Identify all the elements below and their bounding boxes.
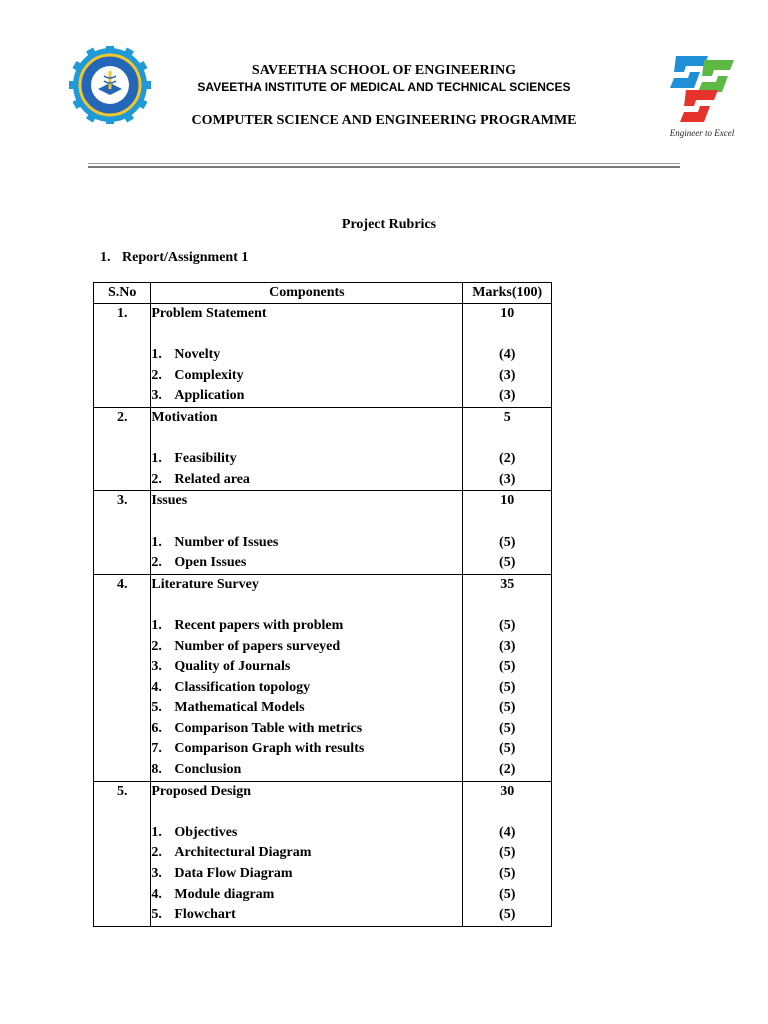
table-row — [94, 407, 552, 490]
sub-component-marks: (5) — [499, 659, 516, 675]
sub-component-label: Mathematical Models — [174, 700, 305, 716]
sub-component-label: Classification topology — [174, 679, 311, 695]
row-components — [151, 304, 463, 408]
document-title: Project Rubrics — [341, 217, 437, 232]
sub-component-item — [151, 678, 462, 699]
sub-component-item — [151, 760, 462, 781]
sub-component-label: Novelty — [174, 347, 221, 363]
sub-component-label: Related area — [174, 471, 250, 487]
row-sno: 2. — [94, 407, 151, 490]
sub-component-marks: (5) — [499, 886, 516, 902]
sub-component-label: Comparison Graph with results — [174, 741, 365, 757]
section-title: Report/Assignment 1 — [122, 250, 249, 265]
sub-component-label: Comparison Table with metrics — [174, 720, 363, 736]
sub-component-label: Application — [174, 388, 245, 404]
sub-component-marks: (5) — [499, 617, 516, 633]
row-marks — [463, 491, 552, 574]
sub-component-label: Open Issues — [174, 555, 247, 571]
sub-component-marks: (3) — [499, 367, 516, 383]
sub-component-number: 6. — [151, 720, 162, 736]
component-total-marks: 30 — [500, 783, 515, 799]
sub-component-item — [151, 823, 462, 844]
sub-component-item — [151, 386, 462, 407]
sub-component-marks: (2) — [499, 451, 516, 467]
row-marks — [463, 304, 552, 408]
row-sno: 1. — [94, 304, 151, 408]
component-title: Issues — [151, 493, 188, 509]
sub-component-number: 2. — [151, 555, 162, 571]
sub-component-item — [151, 698, 462, 719]
row-components — [151, 781, 463, 926]
row-components — [151, 491, 463, 574]
row-sno: 3. — [94, 491, 151, 574]
header-sno: S.No — [94, 283, 151, 304]
institute-name: SAVEETHA INSTITUTE OF MEDICAL AND TECHNICAL SCIENCES — [197, 80, 571, 94]
header-components: Components — [151, 283, 463, 304]
sub-component-item — [151, 843, 462, 864]
sub-component-item — [151, 657, 462, 678]
sub-component-number: 4. — [151, 886, 162, 902]
sub-component-number: 2. — [151, 845, 162, 861]
sub-component-label: Module diagram — [174, 886, 275, 902]
sub-component-number: 5. — [151, 907, 162, 923]
sub-component-marks: (3) — [499, 388, 516, 404]
sub-component-item — [151, 719, 462, 740]
sub-component-marks: (2) — [499, 762, 516, 778]
sub-component-number: 1. — [151, 824, 162, 840]
sub-component-item — [151, 905, 462, 926]
logo-tagline: Engineer to Excel — [669, 128, 735, 138]
row-sno: 5. — [94, 781, 151, 926]
sub-component-marks: (3) — [499, 638, 516, 654]
component-total-marks: 5 — [503, 409, 511, 425]
sub-component-item — [151, 616, 462, 637]
component-total-marks: 35 — [500, 576, 515, 592]
sub-component-label: Flowchart — [174, 907, 236, 923]
school-name: SAVEETHA SCHOOL OF ENGINEERING — [251, 63, 517, 78]
table-row — [94, 574, 552, 781]
sub-component-marks: (5) — [499, 700, 516, 716]
component-title: Problem Statement — [151, 306, 267, 321]
sub-component-item — [151, 449, 462, 470]
sub-component-item — [151, 739, 462, 760]
sub-component-number: 1. — [151, 534, 162, 550]
sub-component-item — [151, 553, 462, 574]
sub-component-marks: (5) — [499, 720, 516, 736]
sub-component-label: Architectural Diagram — [174, 845, 312, 861]
sub-component-marks: (4) — [499, 347, 516, 363]
sub-component-number: 3. — [151, 388, 162, 404]
sub-component-marks: (5) — [499, 555, 516, 571]
component-title: Literature Survey — [151, 576, 259, 592]
sub-component-marks: (5) — [499, 845, 516, 861]
sub-component-marks: (4) — [499, 824, 516, 840]
sub-component-marks: (5) — [499, 741, 516, 757]
sub-component-label: Complexity — [174, 367, 244, 383]
table-row — [94, 304, 552, 408]
sub-component-label: Number of Issues — [174, 534, 279, 550]
sub-component-marks: (5) — [499, 866, 516, 882]
sub-component-item — [151, 637, 462, 658]
sub-component-number: 2. — [151, 471, 162, 487]
sub-component-label: Data Flow Diagram — [174, 866, 293, 882]
section-heading — [100, 250, 248, 266]
sub-component-number: 1. — [151, 451, 162, 467]
sub-component-number: 3. — [151, 866, 162, 882]
rubric-table — [93, 282, 552, 927]
sub-component-marks: (5) — [499, 534, 516, 550]
sub-component-item — [151, 864, 462, 885]
sub-component-number: 3. — [151, 659, 162, 675]
sub-component-label: Number of papers surveyed — [174, 638, 341, 654]
sub-component-marks: (3) — [499, 471, 516, 487]
sub-component-number: 5. — [151, 700, 162, 716]
table-row — [94, 491, 552, 574]
sub-component-label: Recent papers with problem — [174, 617, 344, 633]
sub-component-number: 1. — [151, 347, 162, 363]
component-total-marks: 10 — [500, 306, 515, 321]
sub-component-label: Quality of Journals — [174, 659, 291, 675]
section-number: 1. — [100, 250, 111, 265]
sub-component-number: 7. — [151, 741, 162, 757]
row-components — [151, 407, 463, 490]
table-row — [94, 781, 552, 926]
sub-component-marks: (5) — [499, 907, 516, 923]
header-divider — [88, 163, 680, 168]
component-total-marks: 10 — [500, 493, 515, 509]
sub-component-label: Feasibility — [174, 451, 237, 467]
sub-component-label: Conclusion — [174, 762, 242, 778]
table-header-row — [94, 283, 552, 304]
sub-component-item — [151, 345, 462, 366]
sub-component-marks: (5) — [499, 679, 516, 695]
row-sno: 4. — [94, 574, 151, 781]
sub-component-item — [151, 470, 462, 491]
sub-component-item — [151, 533, 462, 554]
programme-name: COMPUTER SCIENCE AND ENGINEERING PROGRAMME — [191, 113, 577, 128]
component-title: Proposed Design — [151, 783, 252, 799]
header-marks: Marks(100) — [463, 283, 552, 304]
sub-component-number: 2. — [151, 367, 162, 383]
sub-component-number: 4. — [151, 679, 162, 695]
component-title: Motivation — [151, 409, 218, 425]
sub-component-number: 8. — [151, 762, 162, 778]
sub-component-item — [151, 366, 462, 387]
rubric-table-body — [94, 304, 552, 927]
sub-component-label: Objectives — [174, 824, 238, 840]
sub-component-number: 1. — [151, 617, 162, 633]
row-marks — [463, 781, 552, 926]
sub-component-number: 2. — [151, 638, 162, 654]
row-marks — [463, 574, 552, 781]
row-components — [151, 574, 463, 781]
sub-component-item — [151, 885, 462, 906]
row-marks — [463, 407, 552, 490]
